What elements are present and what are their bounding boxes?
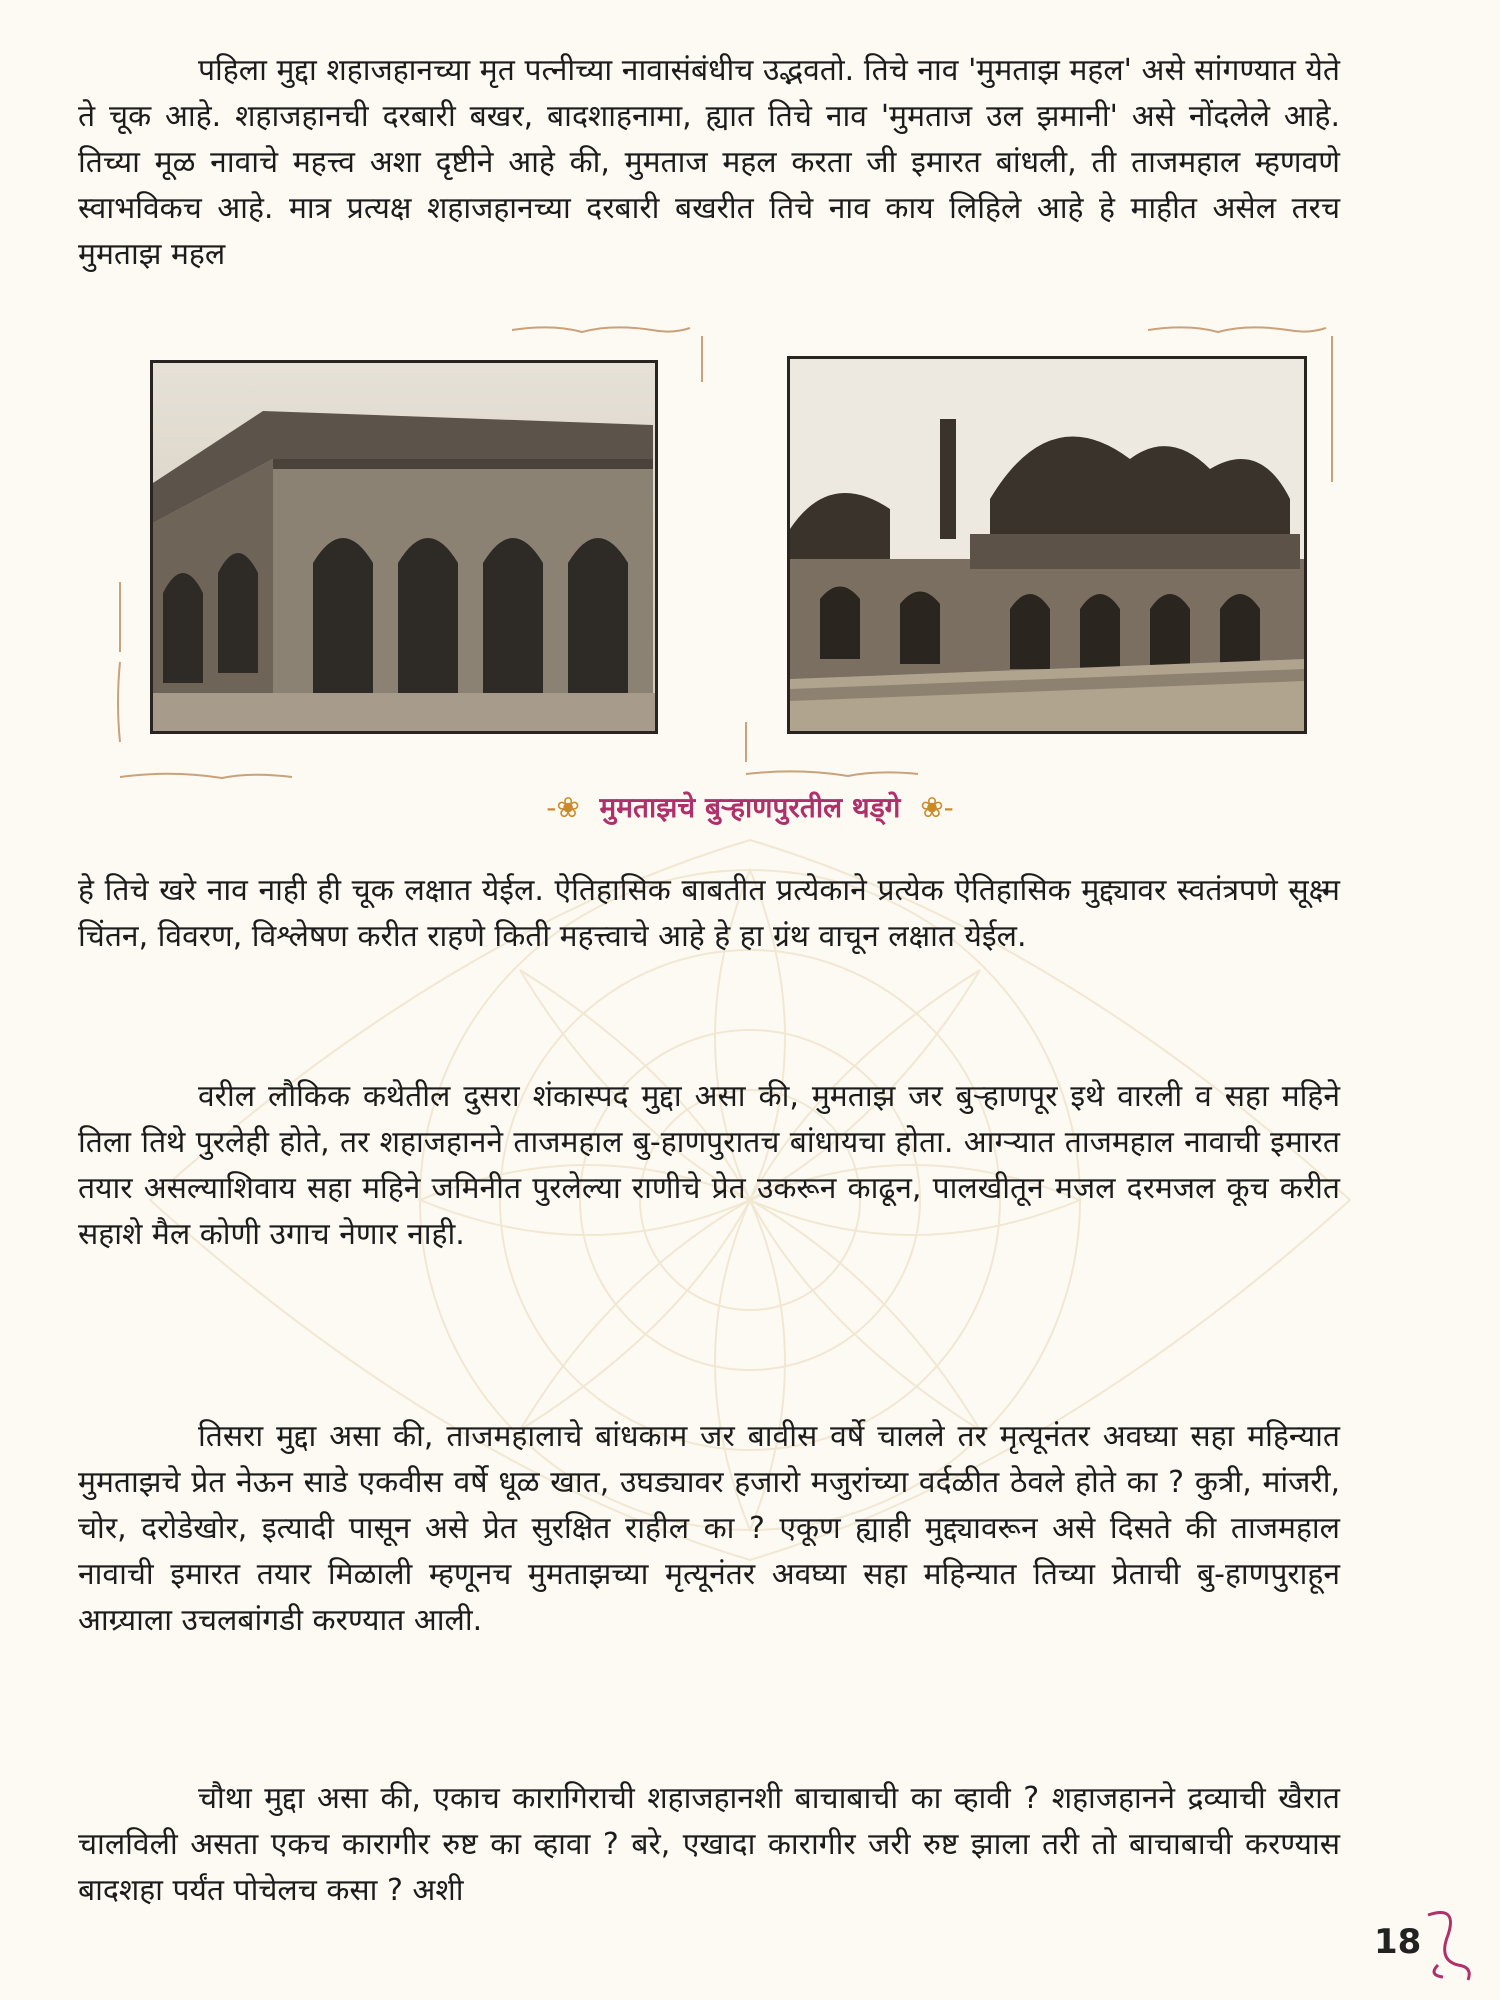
paragraph-fourth-issue: चौथा मुद्दा असा की, एकाच कारागिराची शहाजहानशी बाचाबाची का व्हावी ? शहाजहानने द्रव्याची खैरात चालविली असता एकच कारागीर रुष्ट का व्हावा ? बरे, एखादा कारागीर जरी रुष्ट झाला तरी तो बाचाबाची करण्यास बादशहा पर्यंत पोचेलच कसा ? अशी [78, 1781, 1340, 1908]
paragraph-first-issue: पहिला मुद्दा शहाजहानच्या मृत पत्नीच्या नावासंबंधीच उद्भवतो. तिचे नाव 'मुमताझ महल' असे सांगण्यात येते ते चूक आहे. शहाजहानची दरबारी बखर, बादशाहनामा, ह्यात तिचे नाव 'मुमताज उल झमानी' असे नोंदलेले आहे. तिच्या मूळ नावाचे महत्त्व अशा दृष्टीने आहे की, मुमताज महल करता जी इमारत बांधली, ती ताजमहाल म्हणवणे स्वाभविकच आहे. मात्र प्रत्यक्ष शहाजहानच्या दरबारी बखरीत तिचे नाव काय लिहिले आहे हे माहीत असेल तरच मुमताझ महल [78, 53, 1340, 272]
paragraph-third-issue: तिसरा मुद्दा असा की, ताजमहालाचे बांधकाम जर बावीस वर्षे चालले तर मृत्यूनंतर अवघ्या सहा महिन्यात मुमताझचे प्रेत नेऊन साडे एकवीस वर्षे धूळ खात, उघड्यावर हजारो मजुरांच्या वर्दळीत ठेवले होते का ? कुत्री, मांजरी, चोर, दरोडेखोर, इत्यादी पासून असे प्रेत सुरक्षित राहील का ? एकूण ह्याही मुद्द्यावरून असे दिसते की ताजमहाल नावाची इमारत तयार मिळाली म्हणूनच मुमताझच्या मृत्यूनंतर अवघ्या सहा महिन्यात तिच्या प्रेताची बु-हाणपुराहून आग्र्याला उचलबांगडी करण्यात आली. [78, 1419, 1340, 1638]
page-number-flourish-icon [1418, 1905, 1478, 1985]
paragraph-continuation: हे तिचे खरे नाव नाही ही चूक लक्षात येईल. ऐतिहासिक बाबतीत प्रत्येकाने प्रत्येक ऐतिहासिक मुद्द्यावर स्वतंत्रपणे सूक्ष्म चिंतन, विवरण, विश्लेषण करीत राहणे किती महत्त्वाचे आहे हे हा ग्रंथ वाचून लक्षात येईल. [78, 873, 1340, 954]
left-tomb-photo [150, 360, 658, 734]
caption-text: मुमताझचे बुऱ्हाणपुरतील थड्गे [599, 791, 901, 824]
page-number: 18 [1374, 1922, 1422, 1962]
caption-right-ornament-icon: ❀- [920, 791, 954, 824]
paragraph-second-issue: वरील लौकिक कथेतील दुसरा शंकास्पद मुद्दा असा की, मुमताझ जर बुऱ्हाणपूर इथे वारली व सहा महिने तिला तिथे पुरलेही होते, तर शहाजहानने ताजमहाल बु-हाणपुरातच बांधायचा होता. आग्ऱ्यात ताजमहाल नावाची इमारत तयार असल्याशिवाय सहा महिने जमिनीत पुरलेल्या राणीचे प्रेत उकरून काढून, पालखीतून मजल दरमजल कूच करीत सहाशे मैल कोणी उगाच नेणार नाही. [78, 1079, 1340, 1252]
right-tomb-photo [787, 356, 1307, 734]
caption-left-ornament-icon: -❀ [546, 791, 580, 824]
photo-caption [0, 788, 1500, 826]
